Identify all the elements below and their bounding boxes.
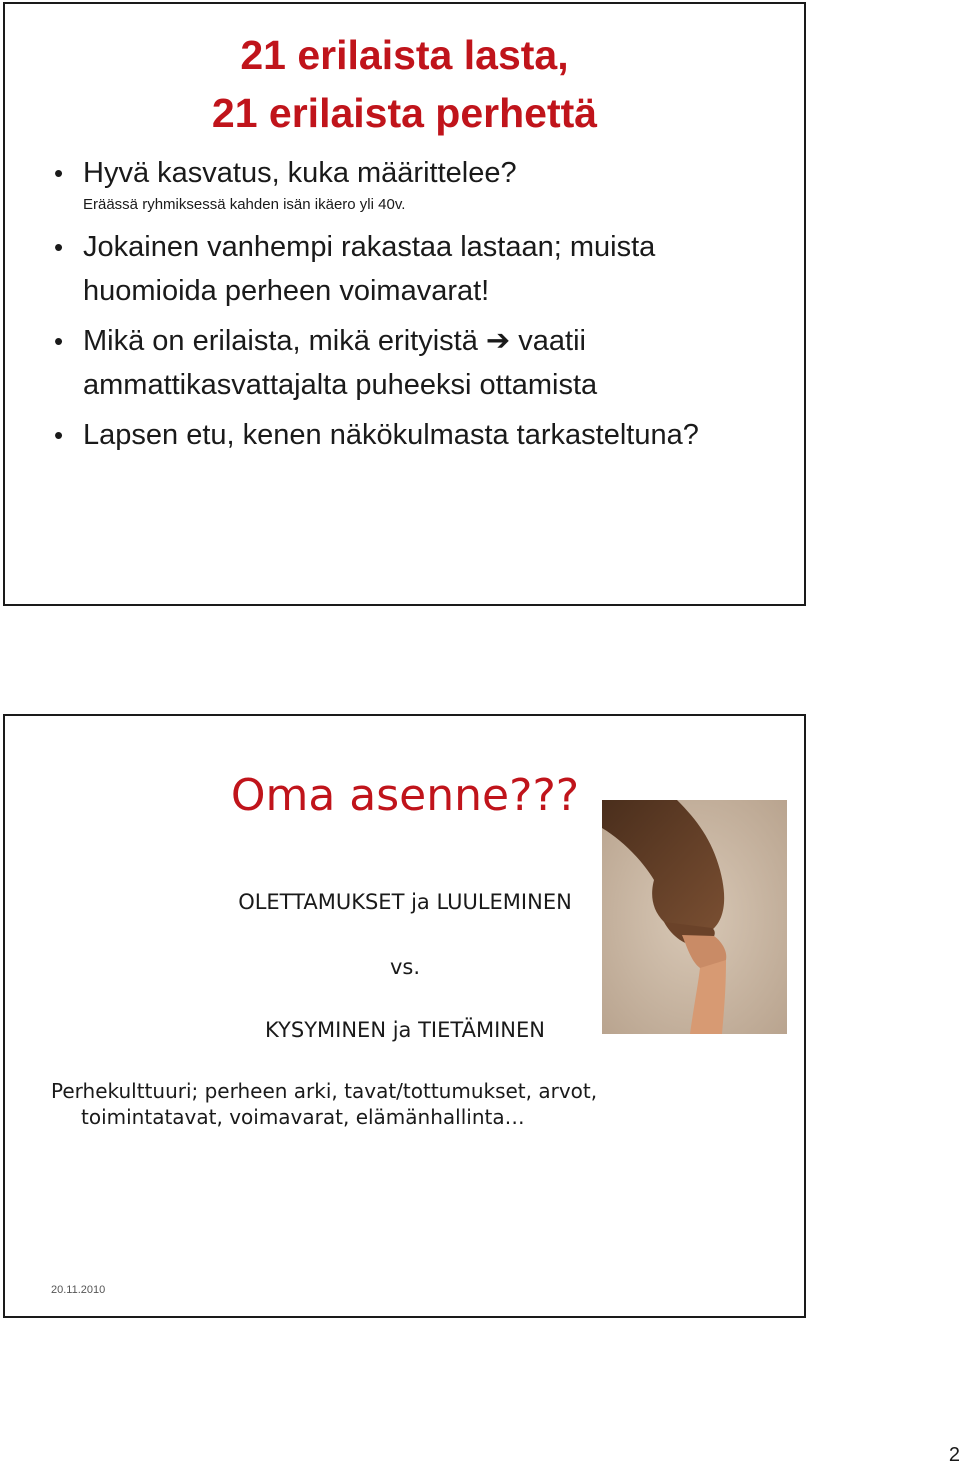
- hands-photo-icon: [602, 800, 787, 1034]
- title-line-1: 21 erilaista lasta,: [240, 32, 569, 78]
- asking-line: KYSYMINEN ja TIETÄMINEN: [265, 1018, 545, 1042]
- bullet-3-part-b: vaatii ammattikasvattajalta puheeksi ottamista: [83, 325, 598, 401]
- versus-line: vs.: [389, 955, 421, 979]
- paragraph-line-1: Perhekulttuuri; perheen arki, tavat/tottumukset, arvot,: [51, 1079, 598, 1103]
- paragraph-line-2: toimintatavat, voimavarat, elämänhallinta…: [81, 1105, 525, 1129]
- slide-2: [3, 714, 806, 1318]
- page-number: 2: [948, 1444, 960, 1466]
- bullet-1-sub: Eräässä ryhmiksessä kahden isän ikäero yli 40v.: [83, 196, 406, 213]
- slide-date: 20.11.2010: [51, 1284, 106, 1296]
- slide-1: [3, 2, 806, 606]
- bullet-4: • Lapsen etu, kenen näkökulmasta tarkasteltuna?: [50, 413, 790, 457]
- slide2-title: Oma asenne???: [230, 770, 580, 821]
- arrow-right-icon: ➔: [485, 325, 511, 357]
- bullet-1: • Hyvä kasvatus, kuka määrittelee?: [50, 151, 790, 195]
- assumptions-line: OLETTAMUKSET ja LUULEMINEN: [238, 890, 572, 914]
- bullet-list: [50, 151, 790, 463]
- family-culture-paragraph: [51, 1078, 751, 1130]
- bullet-3-part-a: Mikä on erilaista, mikä erityistä: [83, 325, 478, 357]
- bullet-2: • Jokainen vanhempi rakastaa lastaan; muista huomioida perheen voimavarat!: [50, 225, 790, 313]
- slide1-title: [5, 26, 804, 142]
- bullet-3: [50, 319, 790, 407]
- title-line-2: 21 erilaista perhettä: [211, 90, 598, 136]
